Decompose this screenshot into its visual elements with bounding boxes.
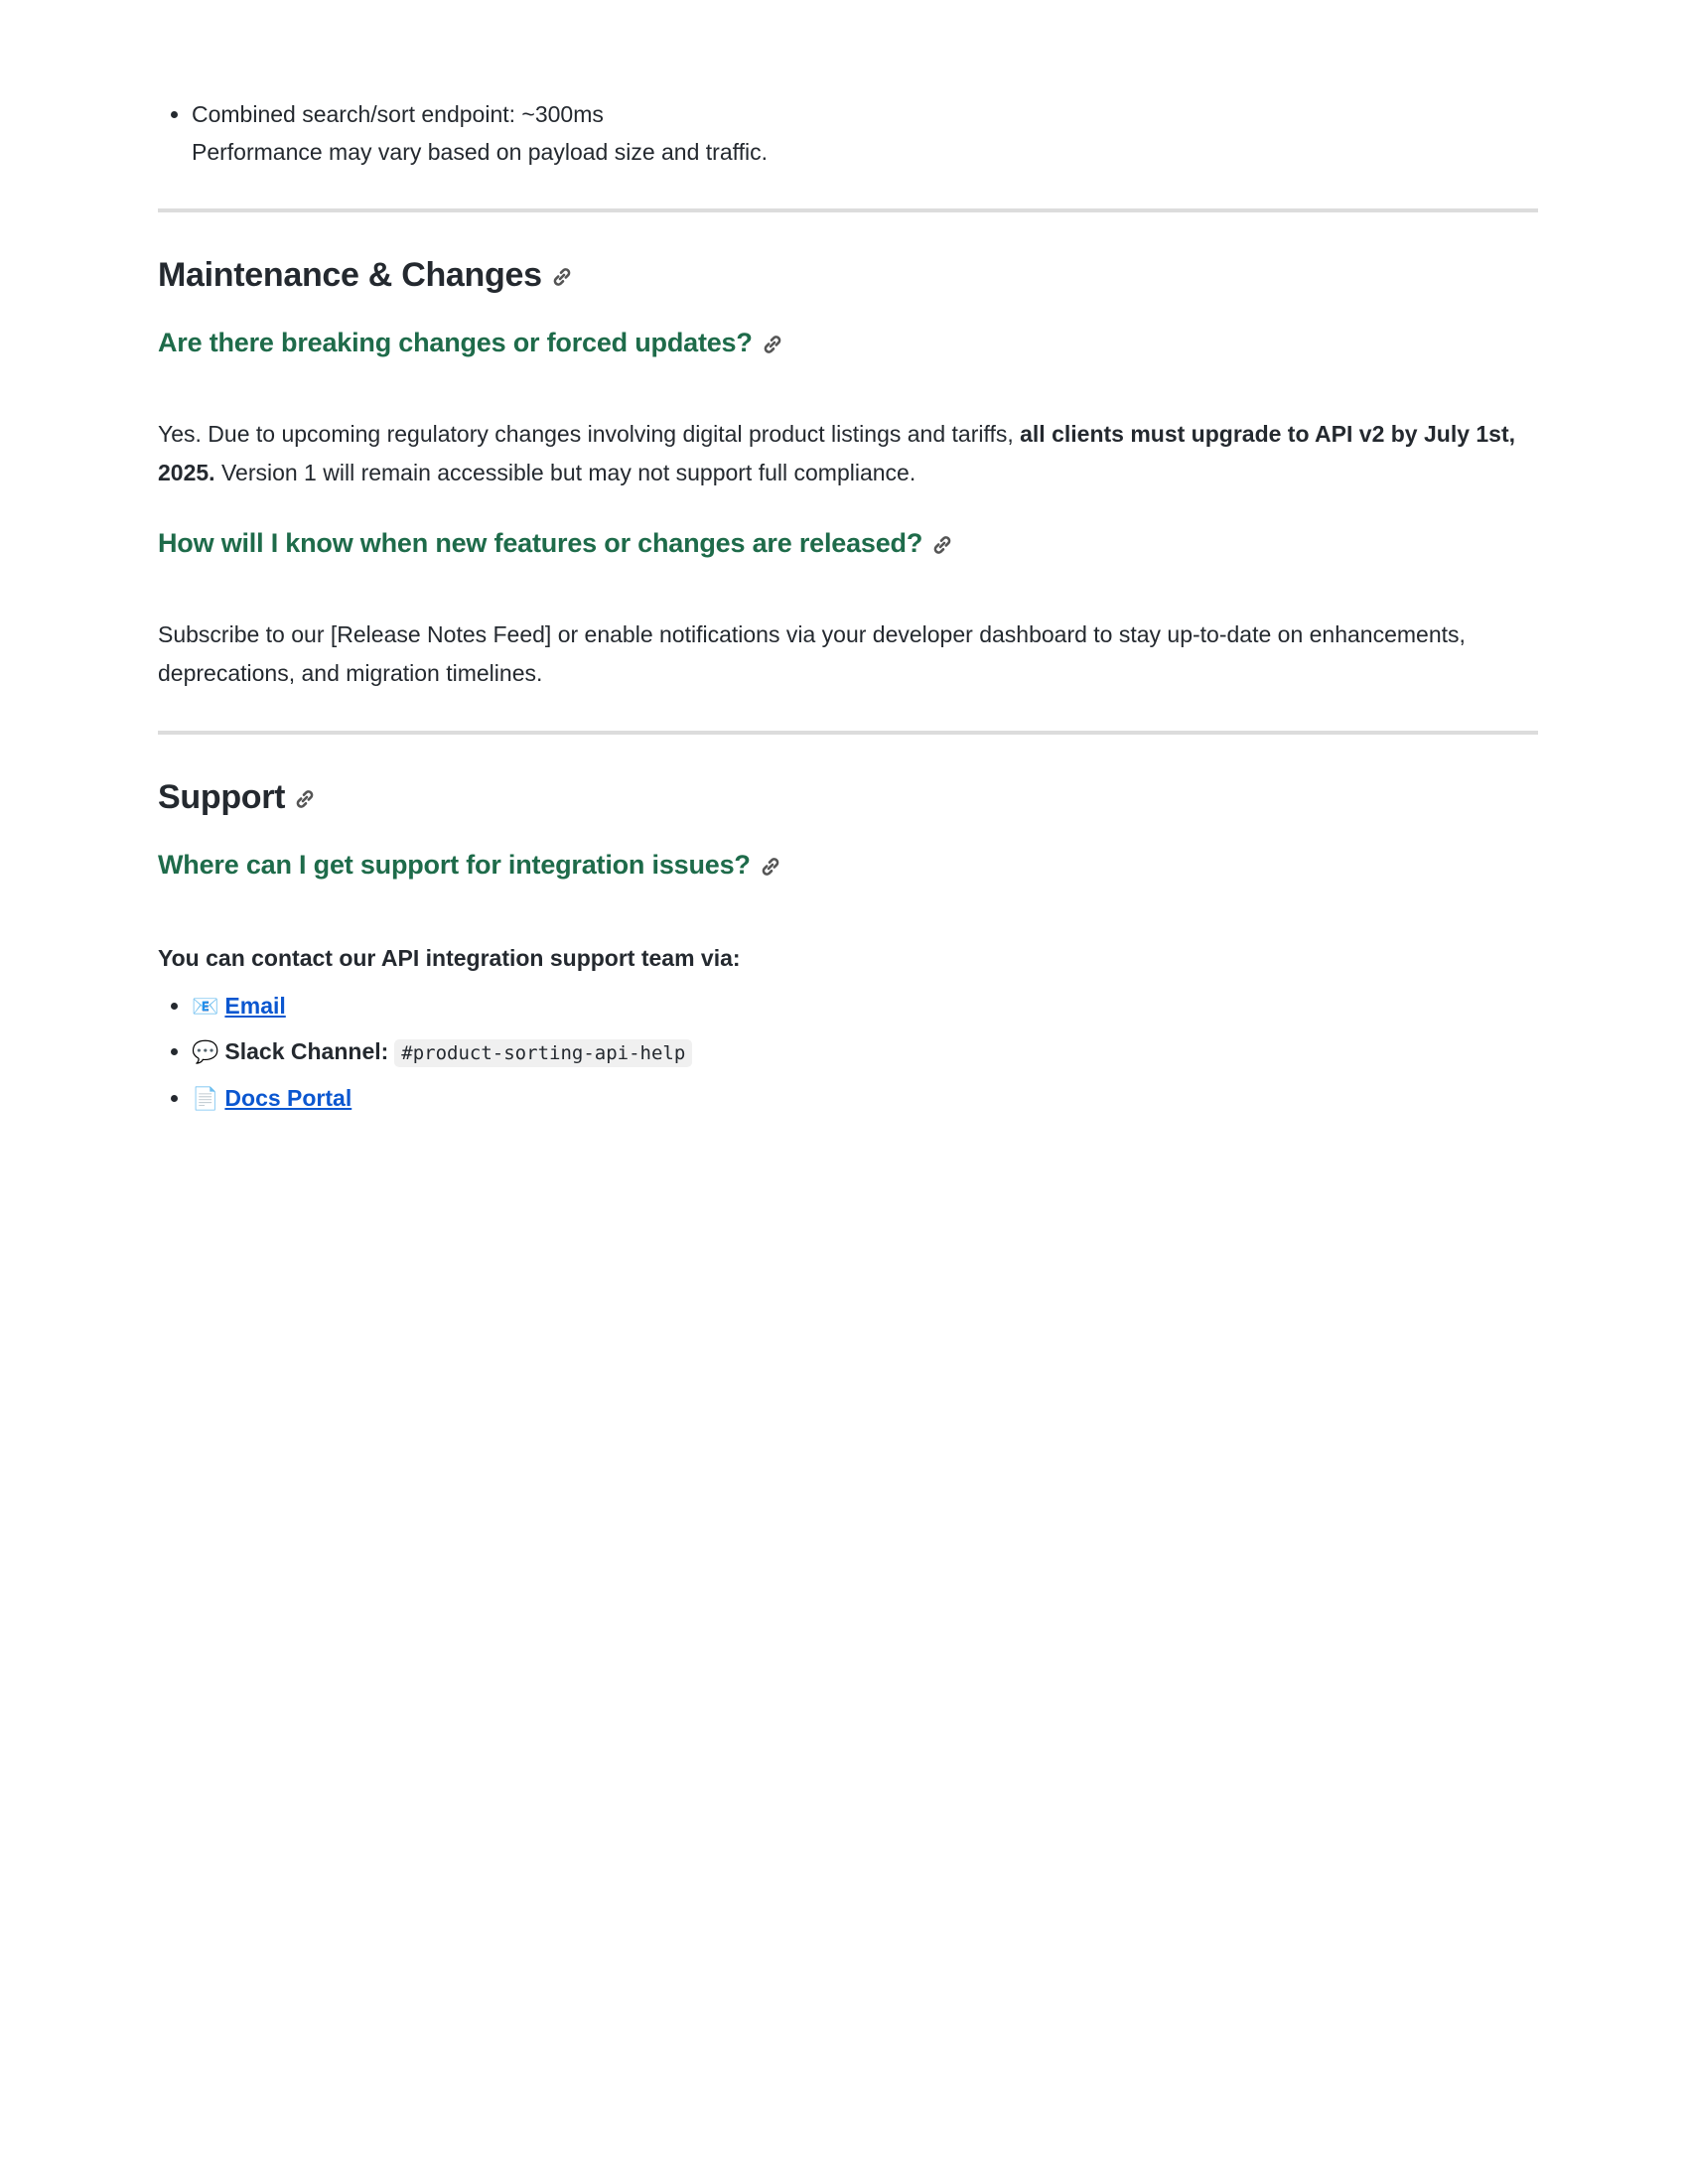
document-page	[158, 95, 1538, 1122]
docs-portal-link[interactable]: Docs Portal	[224, 1085, 352, 1111]
question-integration-support	[158, 847, 1538, 883]
maintenance-heading	[158, 253, 1538, 297]
answer-emphasis: all clients must upgrade to API v2 by July 1st, 2025.	[158, 421, 1516, 485]
link-icon[interactable]	[759, 855, 782, 879]
support-heading	[158, 775, 1538, 819]
slack-label: Slack Channel:	[224, 1038, 389, 1064]
contact-docs	[192, 1076, 1538, 1122]
link-icon[interactable]	[761, 333, 784, 356]
answer-text: Version 1 will remain accessible but may not support full compliance.	[214, 460, 916, 485]
question-release-notifications	[158, 525, 1538, 561]
contact-slack	[192, 1029, 1538, 1076]
section-divider	[158, 731, 1538, 735]
slack-channel-code: #product-sorting-api-help	[394, 1039, 692, 1067]
link-icon[interactable]	[550, 265, 574, 289]
question-text: Are there breaking changes or forced updates?	[158, 328, 753, 357]
speech-bubble-icon: 💬	[192, 1040, 219, 1065]
email-icon: 📧	[192, 995, 219, 1020]
maintenance-heading-text: Maintenance & Changes	[158, 256, 542, 294]
performance-note: Performance may vary based on payload size and traffic.	[192, 139, 768, 165]
support-heading-text: Support	[158, 778, 286, 816]
performance-list	[158, 95, 1538, 171]
list-item	[192, 95, 1538, 171]
performance-bullet-text: Combined search/sort endpoint: ~300ms	[192, 101, 604, 127]
support-contacts	[158, 984, 1538, 1122]
document-icon: 📄	[192, 1087, 219, 1112]
support-lead: You can contact our API integration support team via:	[158, 945, 741, 971]
link-icon[interactable]	[930, 533, 954, 557]
question-text: How will I know when new features or changes are released?	[158, 528, 923, 558]
answer-breaking-changes	[158, 415, 1538, 492]
email-link[interactable]: Email	[224, 993, 286, 1019]
question-text: Where can I get support for integration issues?	[158, 850, 751, 880]
answer-release-notifications: Subscribe to our [Release Notes Feed] or enable notifications via your developer dashboard to stay up-to-date on enhancements, deprecations, and migration timelines.	[158, 621, 1466, 686]
contact-email	[192, 984, 1538, 1029]
answer-text: Yes. Due to upcoming regulatory changes involving digital product listings and tariffs,	[158, 421, 1021, 447]
section-divider	[158, 208, 1538, 212]
link-icon[interactable]	[293, 787, 317, 811]
question-breaking-changes	[158, 325, 1538, 360]
